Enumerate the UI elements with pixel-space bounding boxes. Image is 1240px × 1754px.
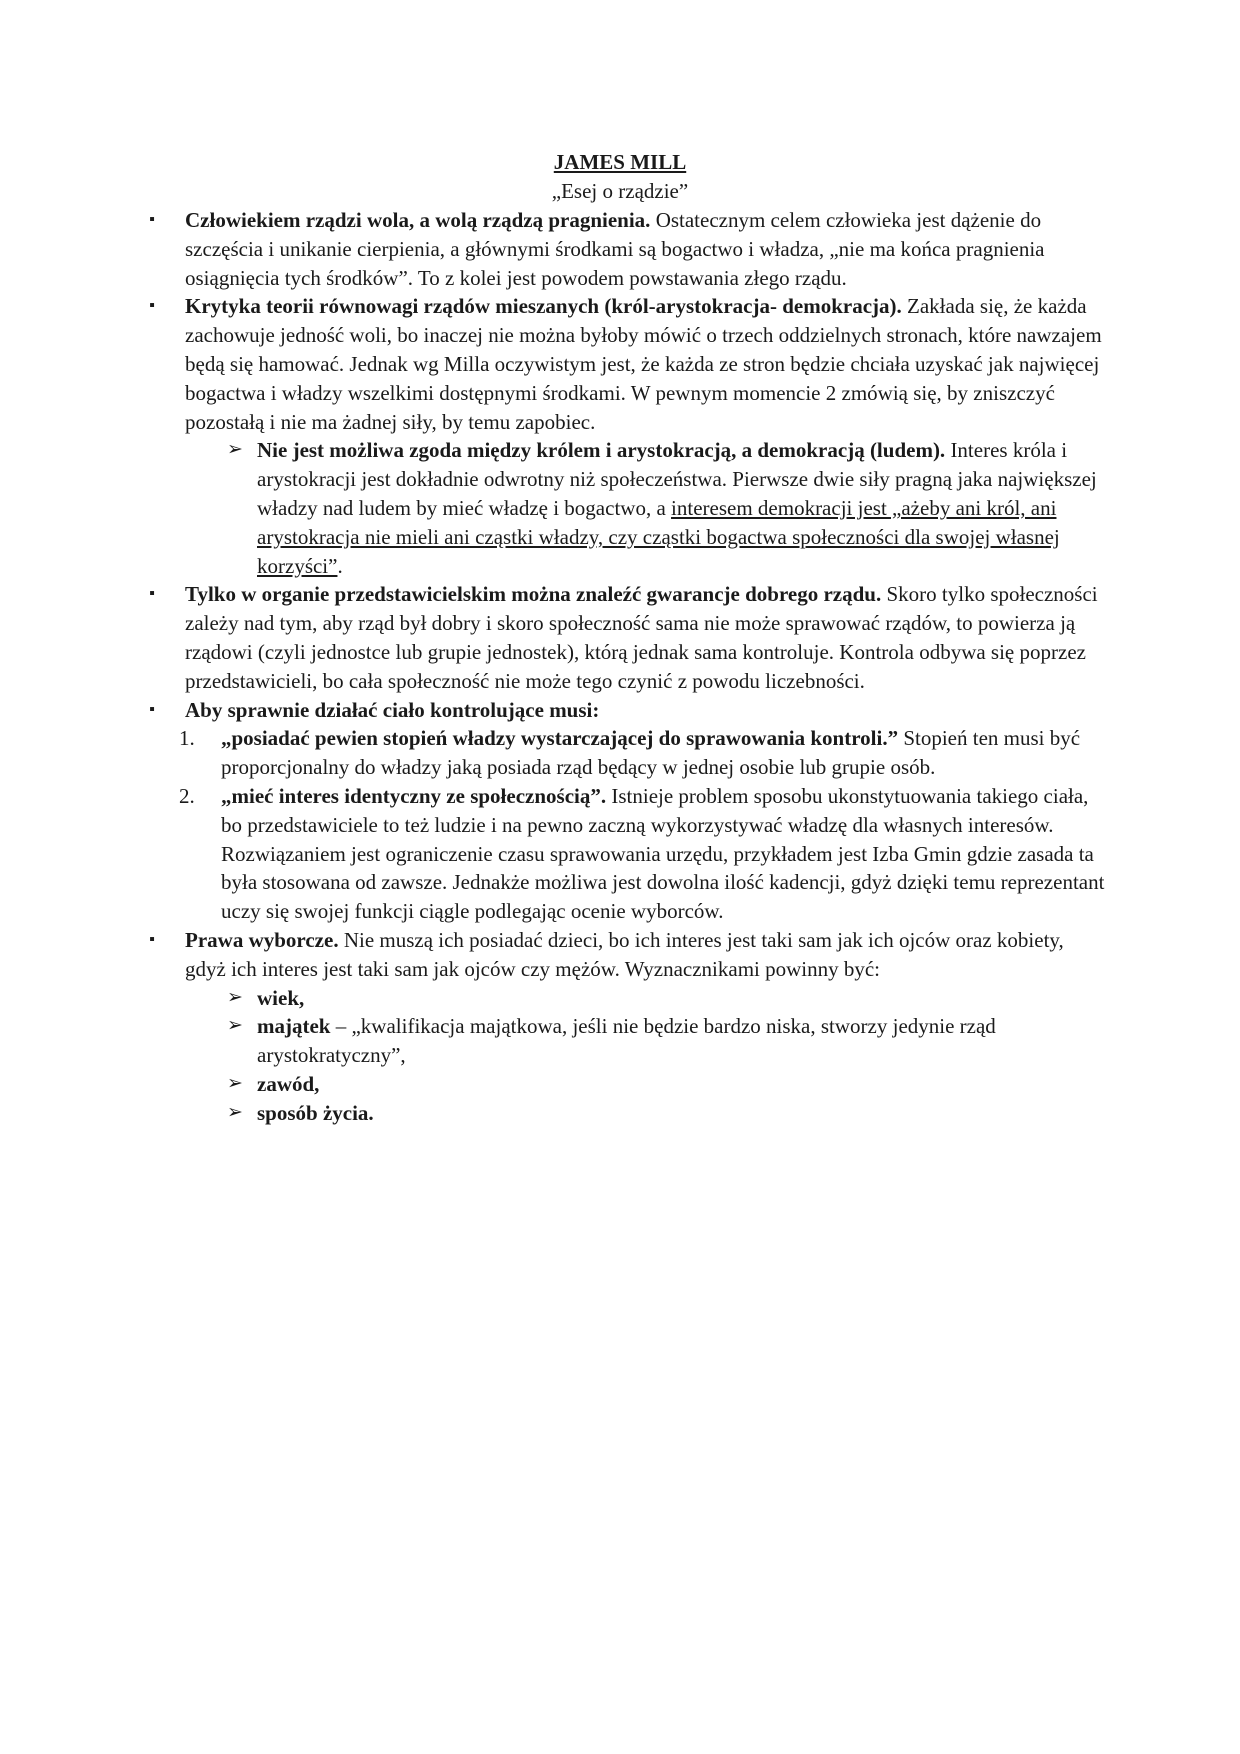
- numbered-item-1-heading: „posiadać pewien stopień władzy wystarczającej do sprawowania kontroli.”: [221, 726, 899, 751]
- square-bullet-icon: ▪: [149, 585, 155, 603]
- bullet-section-2: [145, 292, 1105, 436]
- numbered-item-2-text: Istnieje problem sposobu ukonstytuowania takiego ciała, bo przedstawiciele to też ludzie i na pewno zaczną wykorzystywać władzę dla własnych interesów. Rozwiązaniem jest ograniczenie czasu sprawowania urzędu, przykładem jest Izba Gmin gdzie zasada ta była stosowana od zawsze. Jednakże możliwa jest dowolna ilość kadencji, gdyż dzięki temu reprezentant uczy się swojej funkcji ciągle podlegając ocenie wyborców.: [221, 783, 1105, 924]
- section-3-heading: Tylko w organie przedstawicielskim można znaleźć gwarancje dobrego rządu.: [185, 582, 882, 607]
- arrow-bullet-icon: ➢: [227, 1101, 243, 1123]
- list-number: 2.: [179, 783, 195, 808]
- list-number: 1.: [179, 726, 195, 751]
- subsection-2-text: Interes króla i arystokracji jest dokładnie odwrotny niż społeczeństwa. Pierwsze dwie siły pragną jaka największej władzy nad ludem by mieć władzę i bogactwo, a: [257, 438, 1097, 520]
- bullet-section-4: [145, 696, 1105, 725]
- square-bullet-icon: ▪: [149, 700, 155, 718]
- document-subtitle: „Esej o rządzie”: [551, 179, 689, 203]
- criterion-label: sposób życia.: [257, 1100, 374, 1125]
- arrow-item-wiek: [145, 984, 1105, 1013]
- square-bullet-icon: ▪: [149, 211, 155, 228]
- criterion-label: zawód,: [257, 1071, 320, 1096]
- arrow-subsection-2: [145, 436, 1105, 580]
- square-bullet-icon: ▪: [149, 297, 155, 315]
- subsection-2-end: .: [337, 553, 343, 578]
- arrow-bullet-icon: ➢: [227, 439, 243, 461]
- criterion-label: wiek,: [257, 985, 305, 1010]
- section-1-text: Ostatecznym celem człowieka jest dążenie do szczęścia i unikanie cierpienia, a głównymi środkami są bogactwo i władza, „nie ma końca pragnienia osiągnięcia tych środków”. To z kolei jest powodem powstawania złego rządu.: [185, 208, 1045, 290]
- arrow-bullet-icon: ➢: [227, 1072, 243, 1094]
- document-title: JAMES MILL: [553, 150, 687, 174]
- numbered-item-1: [145, 724, 1105, 782]
- square-bullet-icon: ▪: [149, 930, 155, 948]
- criterion-label: majątek: [257, 1014, 331, 1039]
- arrow-bullet-icon: ➢: [227, 986, 243, 1008]
- arrow-item-zawod: [145, 1070, 1105, 1099]
- arrow-item-sposob-zycia: [145, 1099, 1105, 1128]
- section-2-text: Zakłada się, że każda zachowuje jedność woli, bo inaczej nie można byłoby mówić o trzech oddzielnych stronach, które nawzajem będą się hamować. Jednak wg Milla oczywistym jest, że każda ze stron będzie chciała uzyskać jak najwięcej bogactwa i władzy wszelkimi dostępnymi środkami. W pewnym momencie 2 zmówią się, by zniszczyć pozostałą i nie ma żadnej siły, by temu zapobiec.: [185, 294, 1102, 434]
- subsection-2-underlined-quote: interesem demokracji jest „ażeby ani król, ani arystokracja nie mieli ani cząstki władzy, czy cząstki bogactwa społeczności dla swojej własnej korzyści”: [257, 495, 1060, 578]
- bullet-section-3: [145, 580, 1105, 695]
- section-2-heading: Krytyka teorii równowagi rządów mieszanych (król-arystokracja- demokracja).: [185, 294, 902, 319]
- section-4-heading: Aby sprawnie działać ciało kontrolujące musi:: [185, 697, 600, 722]
- numbered-item-2: [145, 782, 1105, 926]
- numbered-item-2-heading: „mieć interes identyczny ze społecznością”.: [221, 783, 607, 808]
- document-body: [145, 206, 1105, 1128]
- section-5-heading: Prawa wyborcze.: [185, 927, 339, 952]
- section-5-text: Nie muszą ich posiadać dzieci, bo ich interes jest taki sam jak ich ojców oraz kobiety, gdyż ich interes jest taki sam jak ojców czy mężów. Wyznacznikami powinny być:: [185, 927, 1064, 981]
- bullet-section-1: [145, 206, 1105, 292]
- section-3-text: Skoro tylko społeczności zależy nad tym, aby rząd był dobry i skoro społeczność sama nie może sprawować rządów, to powierza ją rządowi (czyli jednostce lub grupie jednostek), którą jednak sama kontroluje. Kontrola odbywa się poprzez przedstawicieli, bo cała społeczność nie może tego czynić z powodu liczebności.: [185, 582, 1098, 693]
- criterion-text: – „kwalifikacja majątkowa, jeśli nie będzie bardzo niska, stworzy jedynie rząd arystokratyczny”,: [257, 1014, 996, 1068]
- subsection-2-heading: Nie jest możliwa zgoda między królem i arystokracją, a demokracją (ludem).: [257, 438, 946, 463]
- arrow-item-majatek: [145, 1012, 1105, 1070]
- numbered-item-1-text: Stopień ten musi być proporcjonalny do władzy jaką posiada rząd będący w jednej osobie lub grupie osób.: [221, 726, 1081, 780]
- bullet-section-5: [145, 926, 1105, 984]
- arrow-bullet-icon: ➢: [227, 1015, 243, 1037]
- section-1-heading: Człowiekiem rządzi wola, a wolą rządzą pragnienia.: [185, 208, 651, 232]
